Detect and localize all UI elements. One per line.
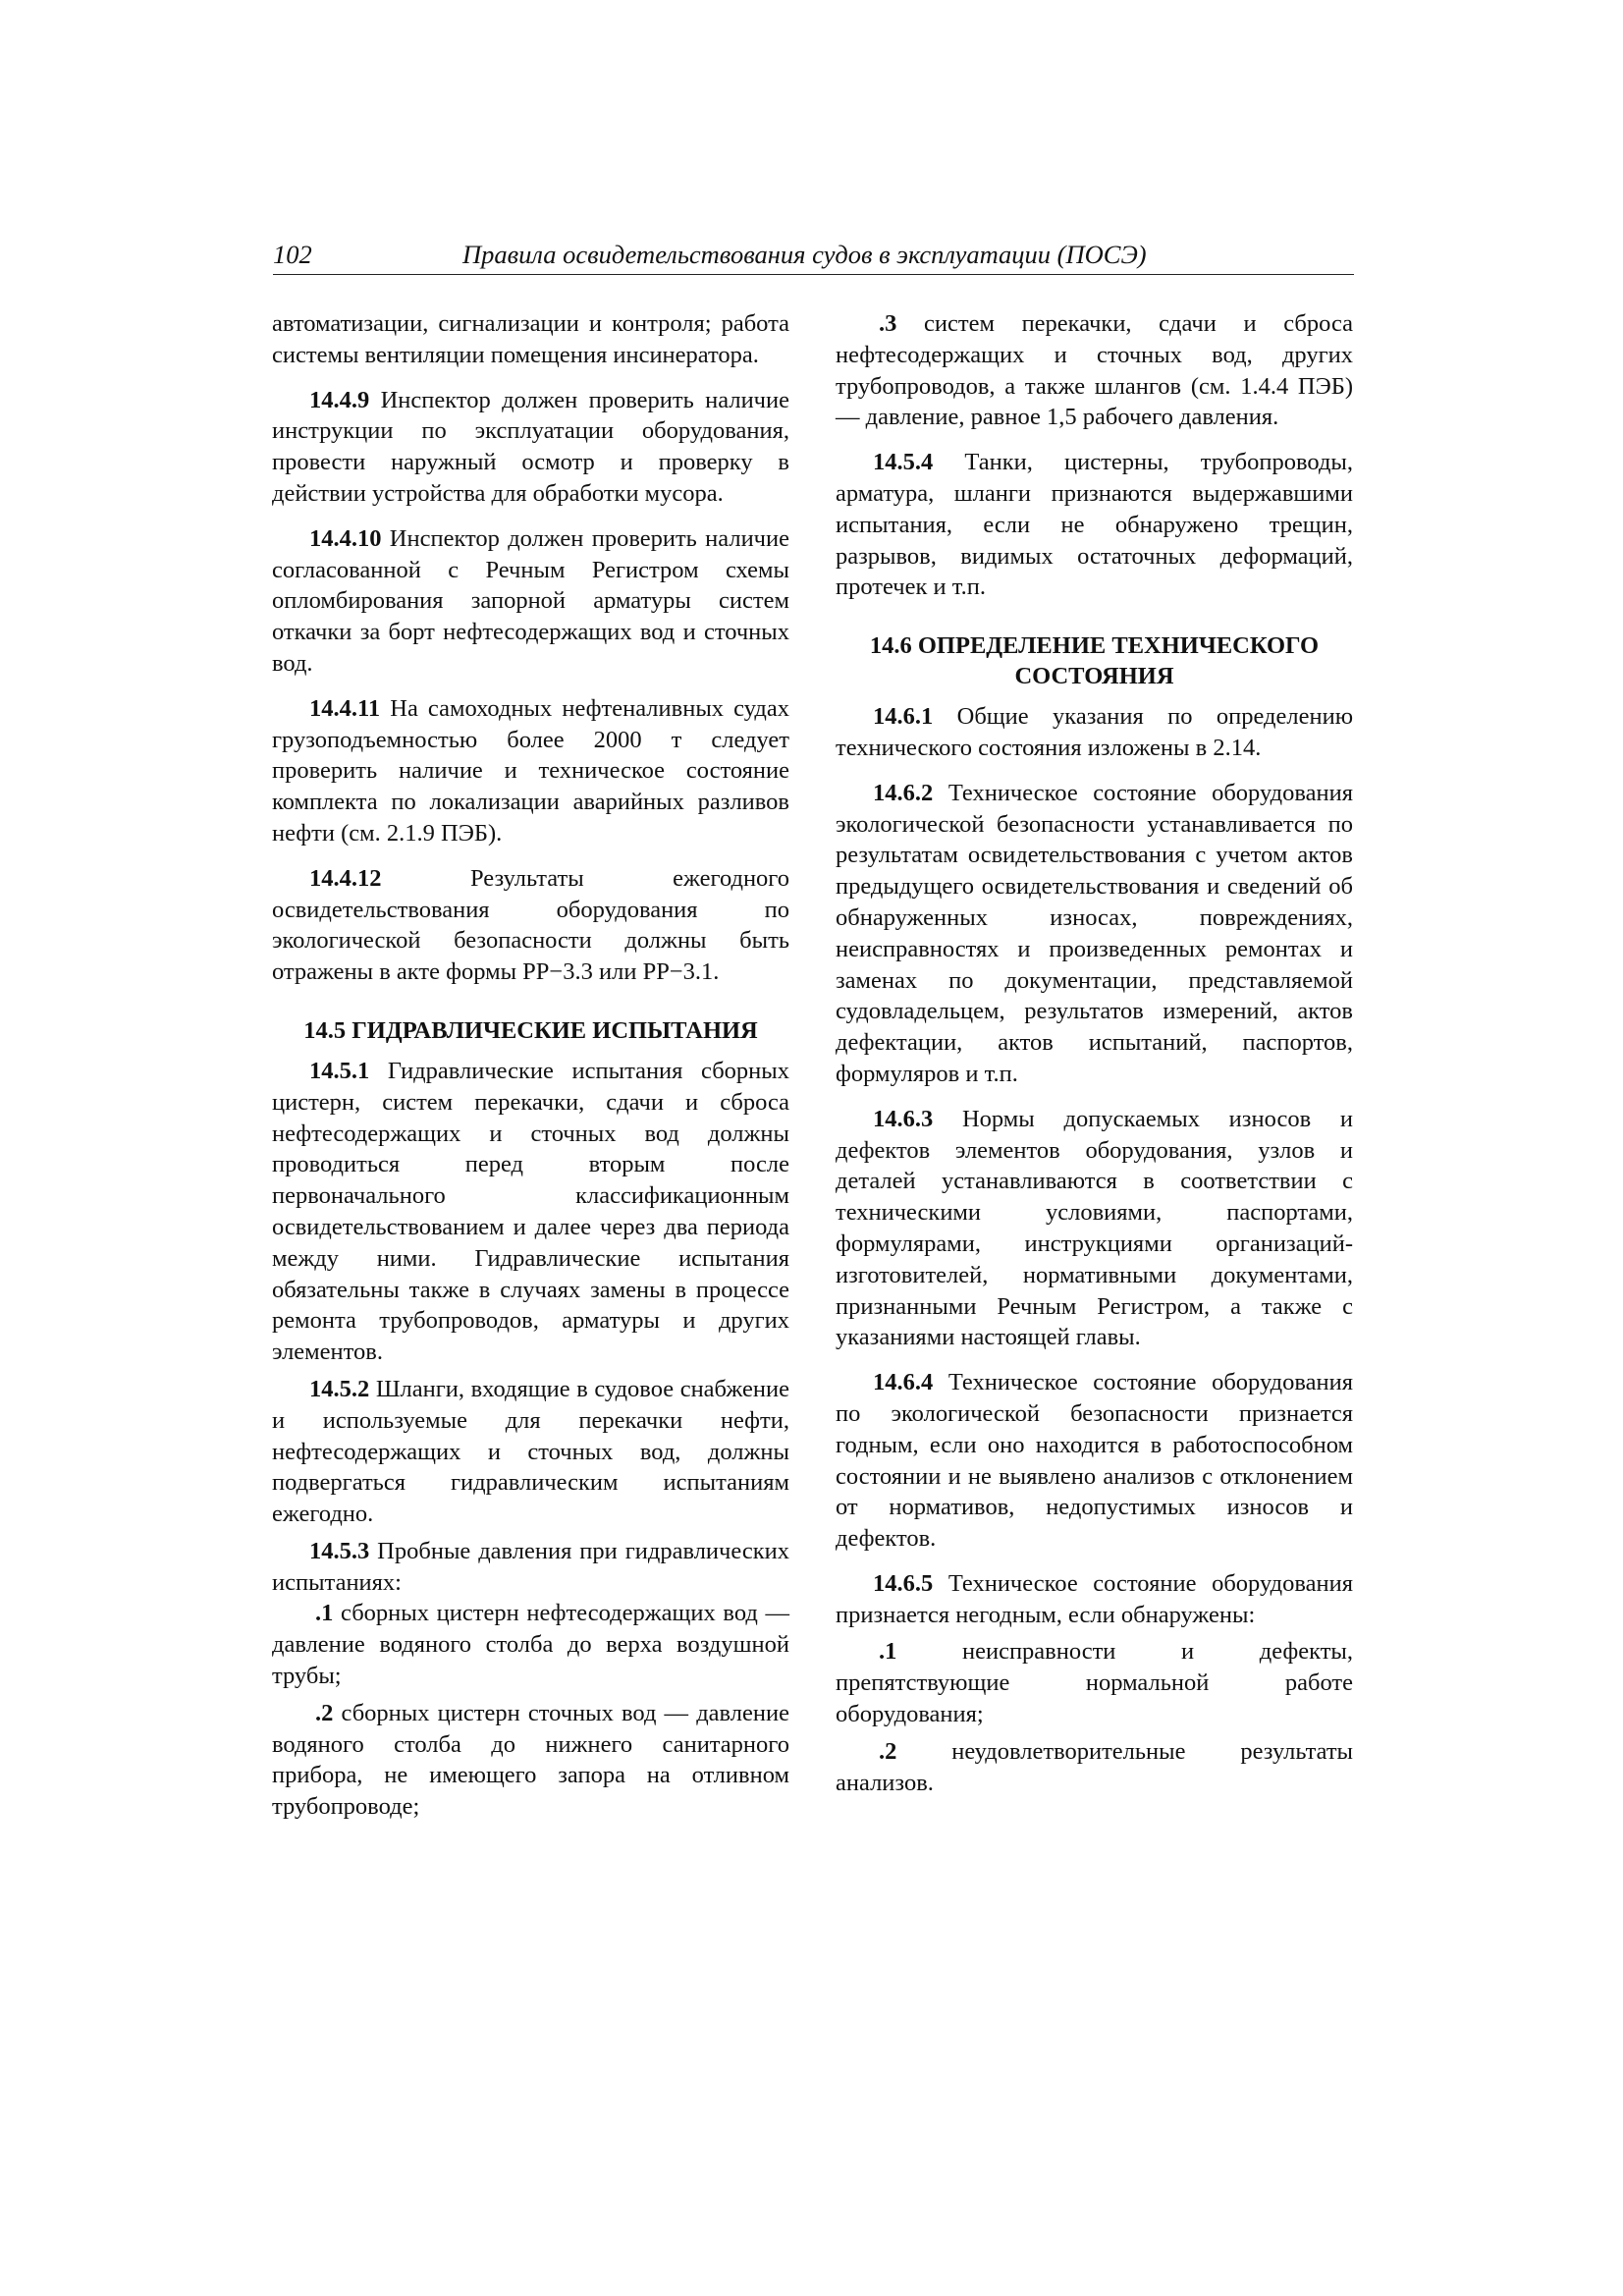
paragraph-14-4-11: 14.4.11 На самоходных нефтеналивных судах грузоподъемностью более 2000 т следует проверить наличие и техническое состояние комплекта по локализации аварийных разливов нефти (см. 2.1.9 ПЭБ).	[272, 694, 789, 847]
clause-number: 14.5.3	[309, 1537, 370, 1564]
page-number: 102	[273, 240, 312, 269]
list-item-2: .2 сборных цистерн сточных вод — давление водяного столба до нижнего санитарного прибора, не имеющего запора на отливном трубопроводе;	[272, 1699, 789, 1821]
right-column	[836, 308, 1353, 1798]
clause-number: 14.6.4	[873, 1369, 934, 1396]
paragraph-14-4-12: 14.4.12 Результаты ежегодного освидетельствования оборудования по экологической безопасности должны быть отражены в акте формы РР−3.3 или РР−3.1.	[272, 864, 789, 986]
list-item-1: .1 неисправности и дефекты, препятствующие нормальной работе оборудования;	[836, 1638, 1353, 1728]
clause-number: 14.6.2	[873, 779, 934, 806]
list-item-1: .1 сборных цистерн нефтесодержащих вод — давление водяного столба до верха воздушной трубы;	[272, 1600, 789, 1690]
paragraph-14-5-2: 14.5.2 Шланги, входящие в судовое снабжение и используемые для перекачки нефти, нефтесодержащих и сточных вод, должны подвергаться гидравлическим испытаниям ежегодно.	[272, 1375, 789, 1528]
paragraph-14-5-4: 14.5.4 Танки, цистерны, трубопроводы, арматура, шланги признаются выдержавшими испытания, если не обнаружено трещин, разрывов, видимых остаточных деформаций, протечек и т.п.	[836, 449, 1353, 601]
clause-number: 14.5.1	[309, 1057, 370, 1084]
paragraph-14-4-9: 14.4.9 Инспектор должен проверить наличие инструкции по эксплуатации оборудования, провести наружный осмотр и проверку в действии устройства для обработки мусора.	[272, 386, 789, 507]
clause-number: 14.4.12	[309, 864, 382, 892]
item-number: .1	[879, 1638, 897, 1666]
paragraph-14-6-1: 14.6.1 Общие указания по определению технического состояния изложены в 2.14.	[836, 703, 1353, 761]
paragraph-14-5-1: 14.5.1 Гидравлические испытания сборных цистерн, систем перекачки, сдачи и сброса нефтесодержащих и сточных вод должны проводиться перед вторым после первоначального классификационным освидетельствованием и далее через два периода между ними. Гидравлические испытания обязательны также в случаях замены в процессе ремонта трубопроводов, арматуры и других элементов.	[272, 1057, 789, 1366]
paragraph-14-5-3: 14.5.3 Пробные давления при гидравлических испытаниях:	[272, 1537, 789, 1596]
clause-number: 14.4.9	[309, 386, 370, 413]
page-header	[273, 239, 1354, 275]
section-heading-14-5: 14.5 ГИДРАВЛИЧЕСКИЕ ИСПЫТАНИЯ	[303, 1016, 758, 1044]
clause-number: 14.5.4	[873, 449, 934, 476]
item-number: .2	[315, 1699, 334, 1726]
clause-number: 14.6.1	[873, 703, 934, 731]
section-heading-14-6: 14.6 ОПРЕДЕЛЕНИЕ ТЕХНИЧЕСКОГО СОСТОЯНИЯ	[869, 632, 1320, 690]
paragraph-14-6-4: 14.6.4 Техническое состояние оборудования по экологической безопасности признается годным, если оно находится в работоспособном состоянии и не выявлено анализов с отклонением от нормативов, недопустимых износов и дефектов.	[836, 1369, 1353, 1553]
list-item-3: .3 систем перекачки, сдачи и сброса нефтесодержащих и сточных вод, других трубопроводов, а также шлангов (см. 1.4.4 ПЭБ) — давление, равное 1,5 рабочего давления.	[836, 310, 1353, 431]
paragraph-14-4-10: 14.4.10 Инспектор должен проверить наличие согласованной с Речным Регистром схемы опломбирования запорной арматуры систем откачки за борт нефтесодержащих вод и сточных вод.	[272, 524, 789, 677]
item-number: .2	[879, 1737, 897, 1765]
left-column	[272, 308, 789, 1823]
running-title: Правила освидетельствования судов в эксплуатации (ПОСЭ)	[462, 240, 1147, 269]
item-number: .1	[315, 1600, 334, 1627]
clause-number: 14.4.11	[309, 694, 381, 722]
paragraph-intro: автоматизации, сигнализации и контроля; работа системы вентиляции помещения инсинератора.	[272, 310, 789, 368]
list-item-2: .2 неудовлетворительные результаты анализов.	[836, 1737, 1353, 1796]
paragraph-14-6-2: 14.6.2 Техническое состояние оборудования экологической безопасности устанавливается по результатам освидетельствования с учетом актов предыдущего освидетельствования и сведений об обнаруженных износах, повреждениях, неисправностях и произведенных ремонтах и заменах по документации, представляемой судовладельцем, результатов измерений, актов дефектации, актов испытаний, паспортов, формуляров и т.п.	[836, 779, 1353, 1087]
clause-number: 14.6.3	[873, 1105, 934, 1132]
paragraph-14-6-5: 14.6.5 Техническое состояние оборудования признается негодным, если обнаружены:	[836, 1569, 1353, 1628]
clause-number: 14.6.5	[873, 1569, 934, 1597]
clause-number: 14.4.10	[309, 524, 382, 552]
item-number: .3	[879, 310, 897, 337]
clause-number: 14.5.2	[309, 1375, 370, 1402]
paragraph-14-6-3: 14.6.3 Нормы допускаемых износов и дефектов элементов оборудования, узлов и деталей устанавливаются в соответствии с техническими условиями, паспортами, формулярами, инструкциями организаций-изготовителей, нормативными документами, признанными Речным Регистром, а также с указаниями настоящей главы.	[836, 1105, 1353, 1351]
